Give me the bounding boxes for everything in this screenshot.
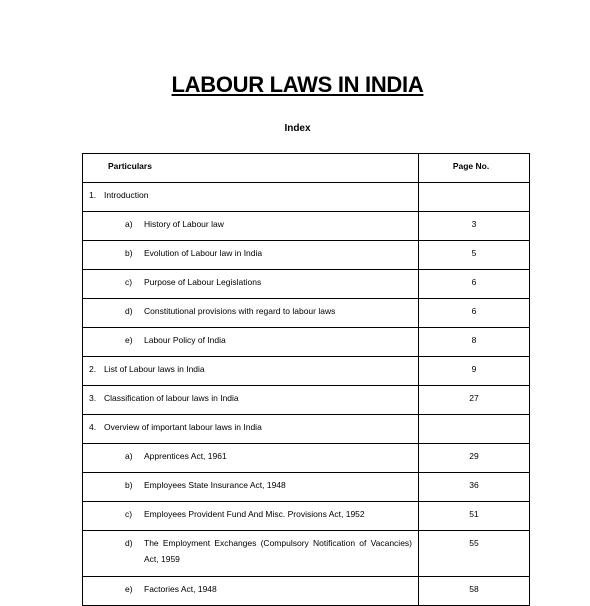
row-page: 51 bbox=[469, 509, 479, 519]
row-number: b) bbox=[125, 480, 133, 490]
row-page: 29 bbox=[469, 451, 479, 461]
row-page: 58 bbox=[469, 584, 479, 594]
row-text: Constitutional provisions with regard to labour laws bbox=[144, 306, 336, 316]
row-page: 27 bbox=[469, 393, 479, 403]
table-header-row bbox=[83, 154, 530, 183]
row-page: 6 bbox=[471, 277, 477, 287]
table-row bbox=[83, 386, 530, 415]
row-number: d) bbox=[125, 306, 133, 316]
row-text: Overview of important labour laws in India bbox=[104, 422, 262, 432]
row-number: 2. bbox=[89, 364, 97, 374]
row-text: Classification of labour laws in India bbox=[104, 393, 239, 403]
row-page: 3 bbox=[471, 219, 477, 229]
header-page-no: Page No. bbox=[452, 161, 490, 171]
table-row bbox=[83, 241, 530, 270]
row-page bbox=[419, 183, 529, 187]
table-row bbox=[83, 299, 530, 328]
row-number: 3. bbox=[89, 393, 97, 403]
table-row bbox=[83, 473, 530, 502]
row-number: 4. bbox=[89, 422, 97, 432]
row-text: The Employment Exchanges (Compulsory Notification of Vacancies) Act, 1959 bbox=[144, 538, 412, 564]
row-text: History of Labour law bbox=[144, 219, 224, 229]
row-number: b) bbox=[125, 248, 133, 258]
header-particulars: Particulars bbox=[108, 161, 152, 171]
row-page: 6 bbox=[471, 306, 477, 316]
row-page: 8 bbox=[471, 335, 477, 345]
table-row bbox=[83, 212, 530, 241]
row-text: List of Labour laws in India bbox=[104, 364, 205, 374]
index-heading: Index bbox=[284, 123, 311, 134]
row-text: Factories Act, 1948 bbox=[144, 584, 217, 594]
row-text: Purpose of Labour Legislations bbox=[144, 277, 262, 287]
table-row bbox=[83, 328, 530, 357]
document-title: LABOUR LAWS IN INDIA bbox=[171, 72, 424, 97]
table-row bbox=[83, 415, 530, 444]
row-page: 9 bbox=[471, 364, 477, 374]
row-number: d) bbox=[125, 538, 133, 548]
row-text: Evolution of Labour law in India bbox=[144, 248, 263, 258]
index-table bbox=[82, 153, 530, 606]
row-number: 1. bbox=[89, 190, 97, 200]
row-text: Introduction bbox=[104, 190, 149, 200]
row-number: e) bbox=[125, 584, 133, 594]
row-page bbox=[419, 415, 529, 419]
row-number: a) bbox=[125, 219, 133, 229]
table-row bbox=[83, 502, 530, 531]
table-row bbox=[83, 183, 530, 212]
table-row bbox=[83, 444, 530, 473]
row-page: 55 bbox=[469, 538, 479, 548]
row-page: 5 bbox=[471, 248, 477, 258]
row-number: e) bbox=[125, 335, 133, 345]
row-page: 36 bbox=[469, 480, 479, 490]
table-row bbox=[83, 531, 530, 577]
row-number: a) bbox=[125, 451, 133, 461]
row-text: Apprentices Act, 1961 bbox=[144, 451, 227, 461]
table-row bbox=[83, 357, 530, 386]
row-text: Employees State Insurance Act, 1948 bbox=[144, 480, 286, 490]
row-text: Labour Policy of India bbox=[144, 335, 226, 345]
row-number: c) bbox=[125, 509, 133, 519]
table-row bbox=[83, 577, 530, 606]
row-text: Employees Provident Fund And Misc. Provisions Act, 1952 bbox=[144, 509, 365, 519]
table-row bbox=[83, 270, 530, 299]
row-number: c) bbox=[125, 277, 133, 287]
